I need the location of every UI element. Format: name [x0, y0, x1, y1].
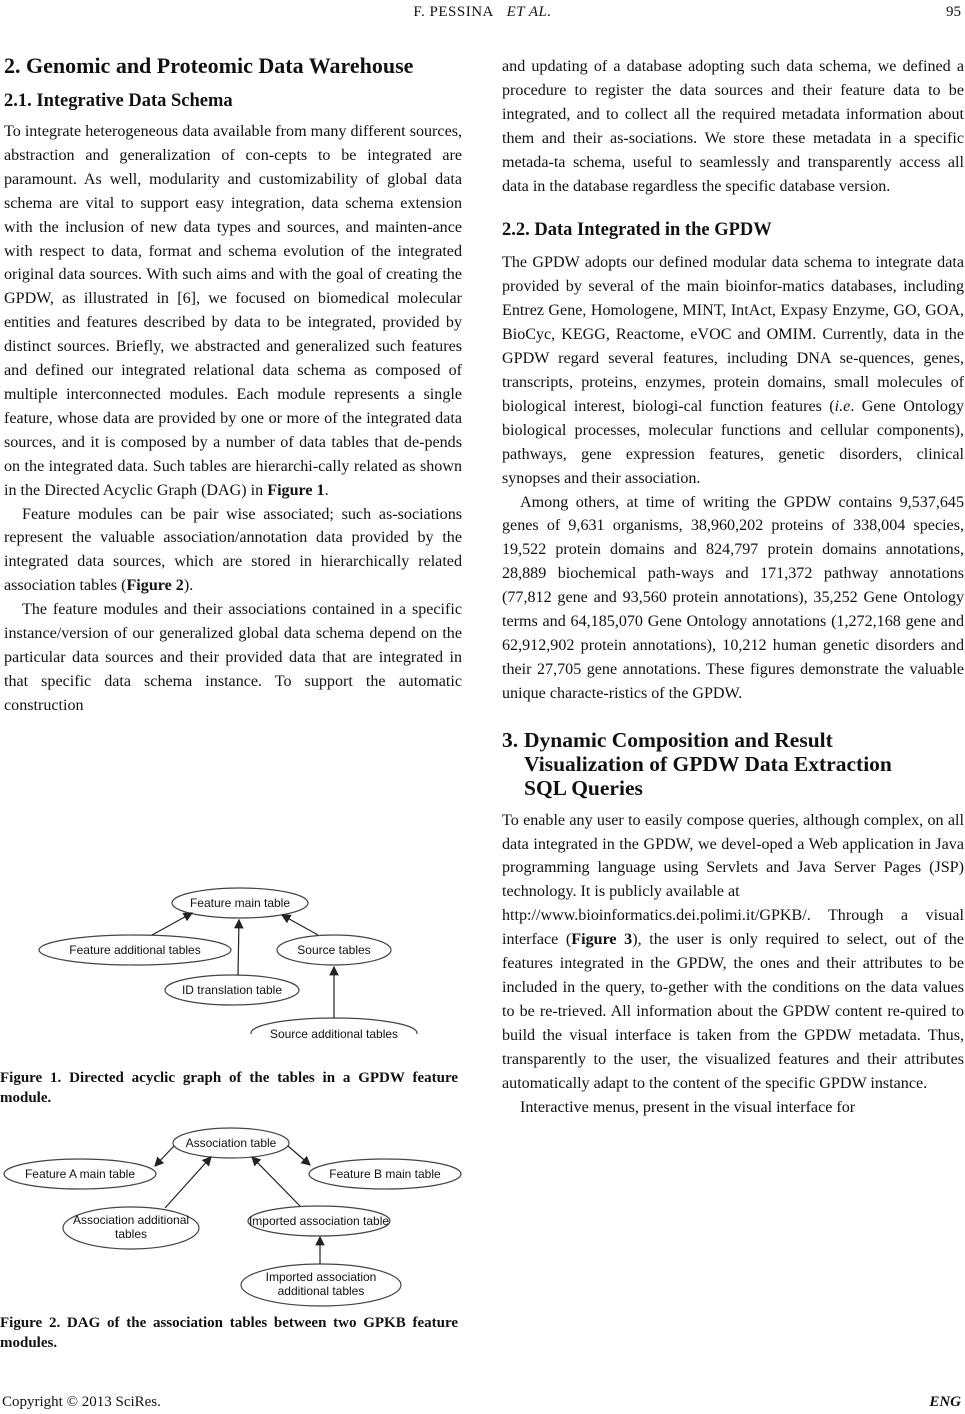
edge-imported-to-assoc [252, 1157, 300, 1206]
edge-assocadd-to-assoc [165, 1157, 211, 1208]
header-author [0, 0, 965, 24]
section-3-title-line1: Dynamic Composition and Result [524, 727, 833, 752]
label-feature-additional-tables: Feature additional tables [69, 943, 201, 957]
left-column [4, 48, 462, 718]
figure-2 [0, 1124, 460, 1314]
section-3-heading [502, 728, 964, 800]
header-author-name: F. PESSINA [413, 4, 494, 20]
label-association-table: Association table [185, 1136, 277, 1150]
section-3-title-line2: Visualization of GPDW Data Extraction [524, 751, 892, 776]
p2-end: ). [183, 577, 194, 595]
label-association-additional-line2: tables [114, 1227, 148, 1241]
label-feature-a-main-table: Feature A main table [24, 1167, 136, 1181]
label-association-additional-line1: Association additional [72, 1213, 190, 1227]
label-feature-main-table: Feature main table [189, 896, 291, 910]
section-3-title-line3: SQL Queries [524, 775, 643, 800]
p1-end: . [324, 481, 329, 499]
p7-text-a: To enable any user to easily compose queries, although complex, on all data integrated in the GPDW, we devel-oped a Web application in Java programming language using Servlets and Java Server Pages (JSP) technology. It is publicly available at [502, 811, 964, 901]
figure-1 [0, 884, 460, 1034]
footer-journal: ENG [929, 1394, 961, 1410]
p7-text-c: ), the user is only required to select, out of the features integrated in the GPDW, the ones and their attributes to be included in the query, to-gether with the conditions on the data values to be re-trieved. All information about the GPDW content re-quired to build the visual interface is taken from the GPDW metadata. Thus, transparently to the user, the visualized features and their attributes automatically adapt to the content of the specific GPDW instance. [502, 931, 964, 1092]
label-source-tables: Source tables [297, 943, 371, 957]
edge-source-to-main [282, 915, 318, 935]
label-imported-association-line2: additional tables [277, 1284, 365, 1298]
edge-idtrans-to-main [238, 920, 239, 975]
right-column [502, 55, 964, 1119]
figure-2-caption: Figure 2. DAG of the association tables between two GPKB feature modules. [0, 1315, 458, 1351]
p2-text: Feature modules can be pair wise associated; such as-sociations represent the valuable association/annotation data provided by the integrated data sources, which are stored in hierarchically related association tables ( [4, 505, 462, 595]
paragraph-web-application [502, 809, 964, 1096]
label-imported-association-table: Imported association table [248, 1214, 390, 1228]
paragraph-interactive-menus: Interactive menus, present in the visual interface for [520, 1098, 856, 1116]
label-imported-association-line1: Imported association [265, 1270, 377, 1284]
footer-copyright: Copyright © 2013 SciRes. [2, 1394, 161, 1410]
figure-1-caption: Figure 1. Directed acyclic graph of the tables in a GPDW feature module. [0, 1070, 458, 1106]
page-number: 95 [946, 4, 961, 20]
edge-assoc-to-b [288, 1146, 310, 1165]
running-header [0, 0, 965, 24]
paragraph-data-integrated [502, 251, 964, 490]
p5-text-b: . Gene Ontology biological processes, molecular functions and cellular components), pathways, gene expression features, genetic disorders, clinical synopses and their association. [502, 397, 964, 487]
edge-assoc-to-a [155, 1146, 174, 1166]
label-feature-b-main-table: Feature B main table [329, 1167, 441, 1181]
paragraph-integrative-schema [4, 120, 462, 503]
p1-text: To integrate heterogeneous data available from many different sources, abstraction and generalization of con-cepts to be integrated are paramount. As well, modularity and customizability of global data schema are vital to support easy integration, data schema extension with the inclusion of new data types and sources, and mainten-ance with respect to data, format and schema evolution of the integrated original data sources. With such aims and with the goal of creating the GPDW, as illustrated in [6], we focused on biomedical molecular entities and features described by data to be integrated, provided by distinct sources. Briefly, we abstracted and generalized such features and defined our integrated relational data schema as composed of multiple interconnected modules. Each module represents a single feature, whose data are provided by one or more of the integrated data sources, and it is composed by a number of data tables that de-pends on the integrated data. Such tables are hierarchi-cally related as shown in the Directed Acyclic Graph (DAG) in [4, 123, 462, 499]
paragraph-metadata: and updating of a database adopting such data schema, we defined a procedure to register the data sources and their feature data to be integrated, and to collect all the required metadata information about them and their as-sociations. We store these metadata in a specific metada-ta schema, useful to seamlessly and transparently access all data in the database regardless the specific database version. [502, 58, 964, 195]
header-etal: ET AL. [506, 4, 552, 20]
figure-1-reference: Figure 1 [267, 481, 325, 499]
figure-2-dag [0, 1124, 465, 1314]
subsection-2-1-heading: 2.1. Integrative Data Schema [4, 91, 233, 111]
figure-1-bottom-label [250, 1020, 425, 1054]
paragraph-feature-modules [4, 503, 462, 599]
figure-1-dag [0, 884, 465, 1034]
p7-text-b: Through a visual interface ( [502, 907, 964, 949]
label-id-translation-table: ID translation table [181, 983, 283, 997]
paragraph-statistics: Among others, at time of writing the GPDW contains 9,537,645 genes of 9,631 organisms, 38,960,202 proteins of 338,004 species, 19,522 protein domains and 824,797 protein domains annotations, 28,889 biochemical path-ways and 171,372 pathway annotations (77,812 gene and 93,560 protein annotations), 35,252 Gene Ontology terms and 64,185,070 Gene Ontology annotations (1,272,168 gene and 62,912,902 protein annotations), 10,212 human genetic disorders and their 27,705 gene annotations. These figures demonstrate the valuable unique characte-ristics of the GPDW. [502, 493, 964, 702]
figure-3-reference: Figure 3 [571, 931, 633, 949]
section-3-number: 3. [502, 727, 519, 752]
subsection-2-2-heading: 2.2. Data Integrated in the GPDW [502, 220, 772, 241]
p5-text-a: The GPDW adopts our defined modular data schema to integrate data provided by several of the main bioinfor-matics databases, including Entrez Gene, Homologene, MINT, IntAct, Expasy Enzyme, GO, GOA, BioCyc, KEGG, Reactome, eVOC and OMIM. Currently, data in the GPDW regard several features, including DNA se-quences, genes, transcripts, proteins, enzymes, protein domains, small molecules of biological interest, biologi-cal function features ( [502, 254, 964, 415]
label-source-additional-tables: Source additional tables [269, 1027, 399, 1041]
section-2-heading: 2. Genomic and Proteomic Data Warehouse [4, 53, 414, 78]
figure-2-reference: Figure 2 [126, 577, 184, 595]
gpkb-url-link[interactable]: http://www.bioinformatics.dei.polimi.it/GPKB/. [502, 907, 811, 925]
edge-additional-to-main [152, 913, 192, 935]
paragraph-associations: The feature modules and their associations contained in a specific instance/version of our generalized global data schema depend on the particular data sources and their provided data that are integrated in that specific data schema instance. To support the automatic construction [4, 601, 462, 714]
p5-ie: i.e [834, 397, 851, 415]
